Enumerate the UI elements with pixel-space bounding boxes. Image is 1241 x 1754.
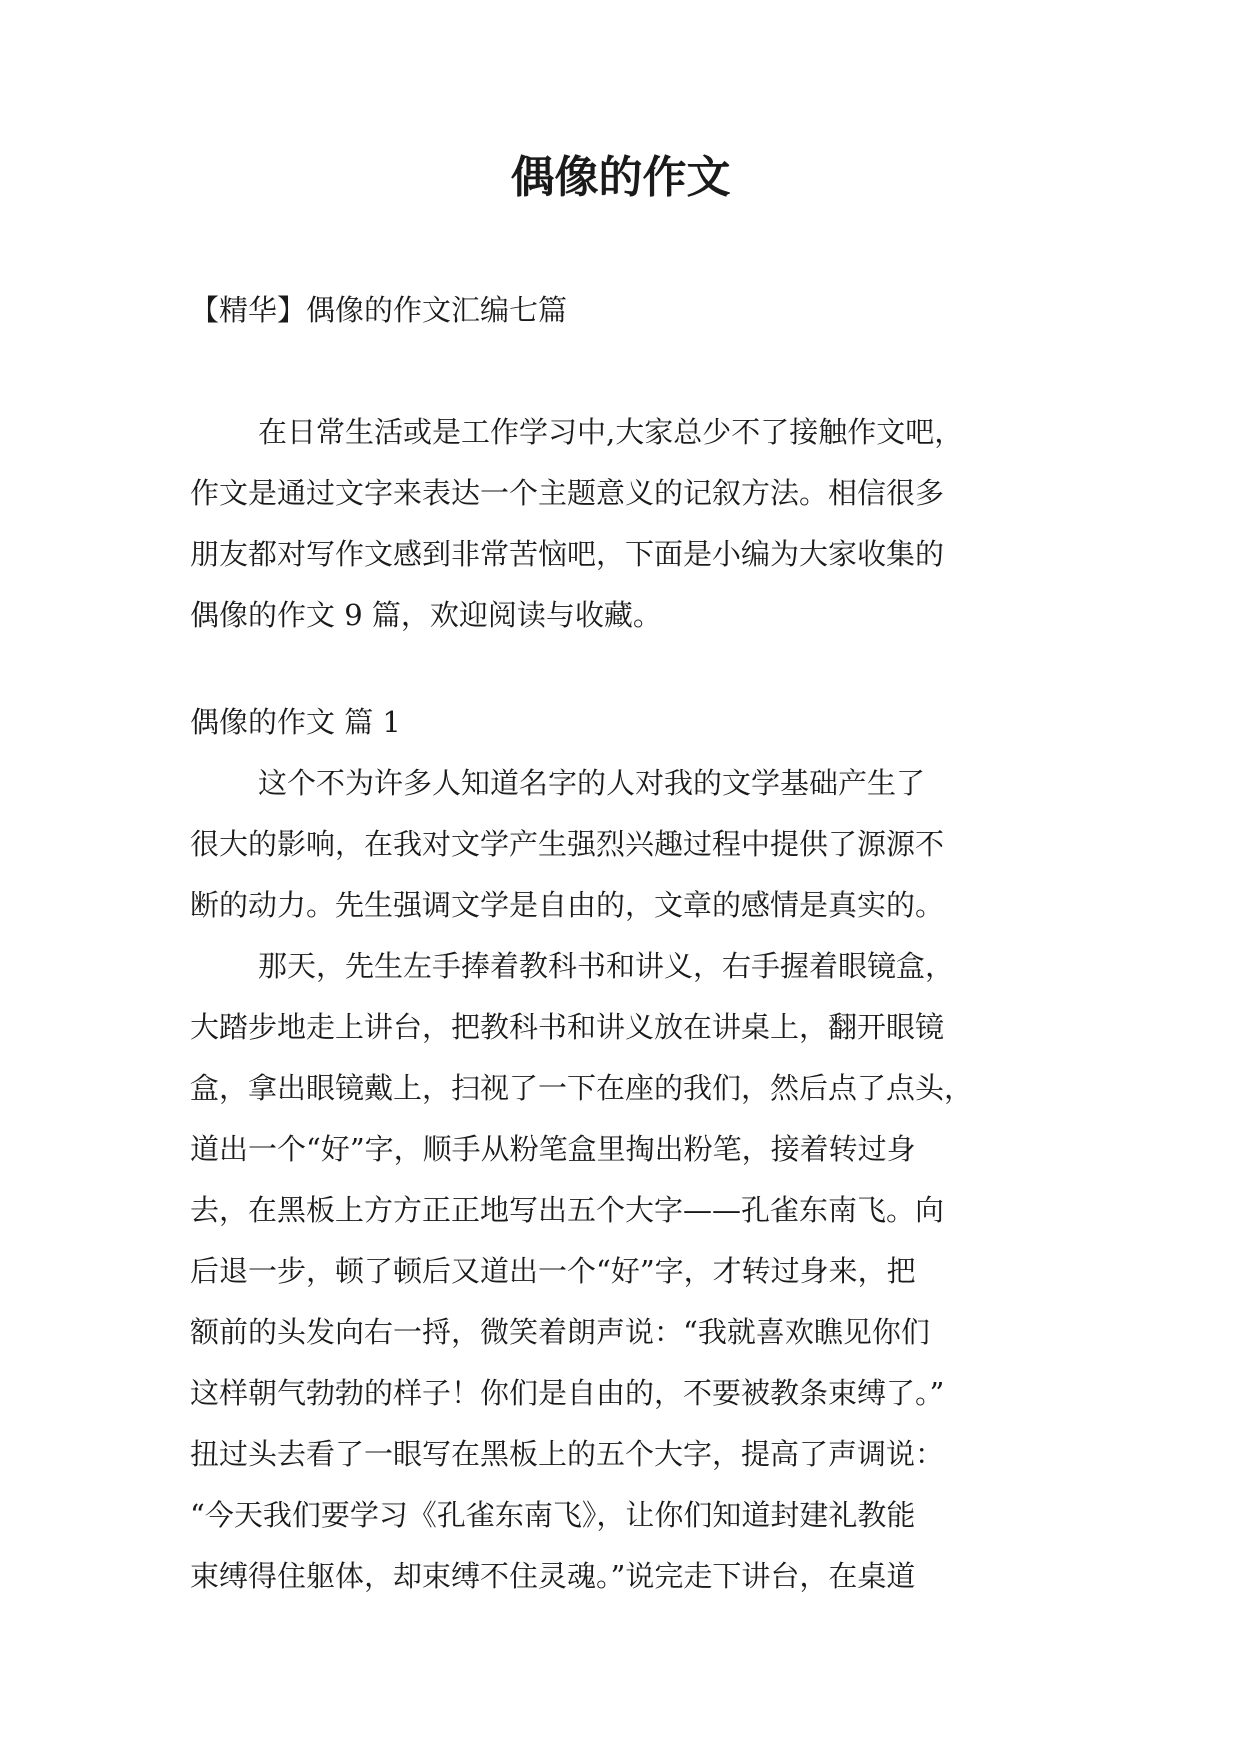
body-line: 断的动力。先生强调文学是自由的，文章的感情是真实的。 bbox=[190, 888, 945, 922]
intro-line: 朋友都对写作文感到非常苦恼吧，下面是小编为大家收集的 bbox=[190, 537, 945, 571]
body-line: 束缚得住躯体，却束缚不住灵魂。”说完走下讲台，在桌道 bbox=[190, 1559, 916, 1593]
body-line: 这样朝气勃勃的样子！你们是自由的，不要被教条束缚了。” bbox=[190, 1376, 945, 1410]
section-body bbox=[190, 753, 1070, 1607]
intro-line: 偶像的作文 9 篇，欢迎阅读与收藏。 bbox=[190, 598, 662, 632]
body-line: 扭过头去看了一眼写在黑板上的五个大字，提高了声调说： bbox=[190, 1437, 945, 1471]
document-title: 偶像的作文 bbox=[510, 152, 731, 203]
intro-line: 作文是通过文字来表达一个主题意义的记叙方法。相信很多 bbox=[190, 476, 945, 510]
body-line: 额前的头发向右一捋，微笑着朗声说：“我就喜欢瞧见你们 bbox=[190, 1315, 930, 1349]
body-line: 去，在黑板上方方正正地写出五个大字——孔雀东南飞。向 bbox=[190, 1193, 945, 1227]
body-line: 大踏步地走上讲台，把教科书和讲义放在讲桌上，翻开眼镜 bbox=[190, 1010, 945, 1044]
intro-line: 在日常生活或是工作学习中,大家总少不了接触作文吧， bbox=[258, 415, 964, 449]
body-line: 那天，先生左手捧着教科书和讲义，右手握着眼镜盒， bbox=[258, 949, 955, 983]
body-line: 很大的影响，在我对文学产生强烈兴趣过程中提供了源源不 bbox=[190, 827, 945, 861]
section-heading: 偶像的作文 篇 1 bbox=[190, 705, 401, 739]
document-subtitle: 【精华】偶像的作文汇编七篇 bbox=[190, 293, 568, 327]
body-line: “今天我们要学习《孔雀东南飞》，让你们知道封建礼教能 bbox=[190, 1498, 916, 1532]
body-line: 后退一步，顿了顿后又道出一个“好”字，才转过身来，把 bbox=[190, 1254, 916, 1288]
body-line: 这个不为许多人知道名字的人对我的文学基础产生了 bbox=[258, 766, 926, 800]
intro-paragraph bbox=[190, 402, 1070, 646]
body-line: 道出一个“好”字，顺手从粉笔盒里掏出粉笔，接着转过身 bbox=[190, 1132, 916, 1166]
body-line: 盒，拿出眼镜戴上，扫视了一下在座的我们，然后点了点头， bbox=[190, 1071, 974, 1105]
